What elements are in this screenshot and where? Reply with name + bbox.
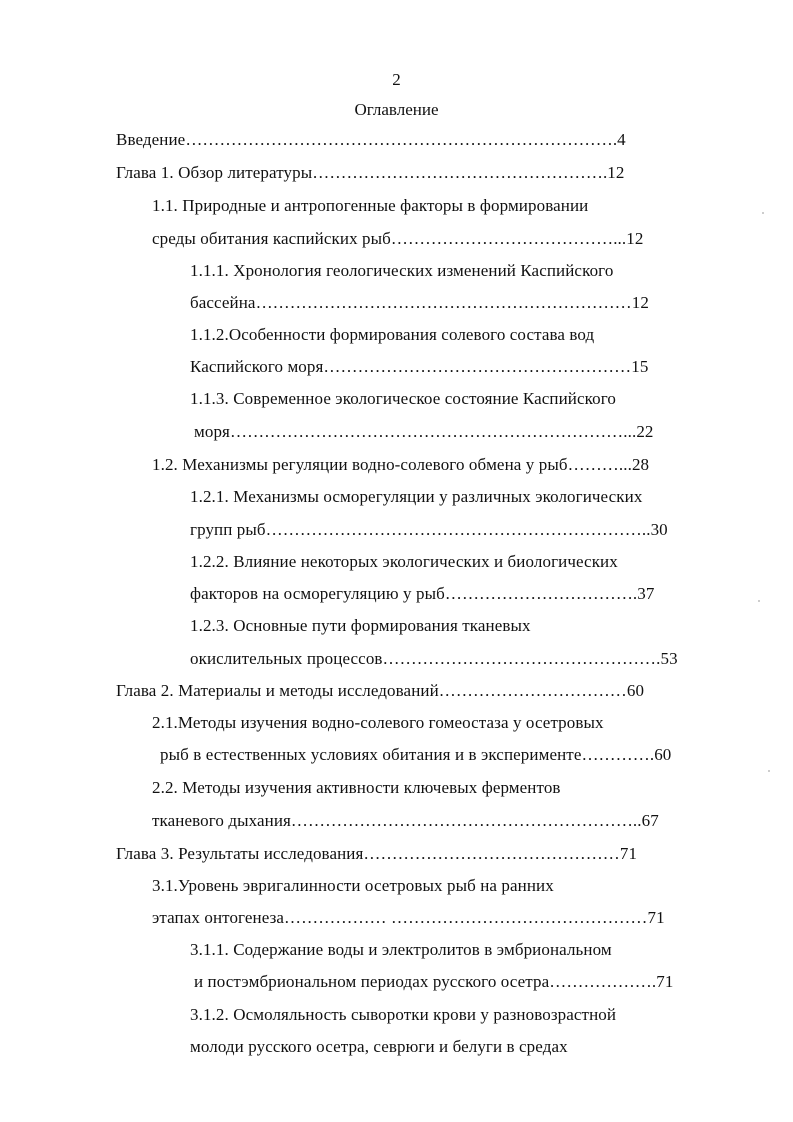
toc-entry-1-2-3-line-1: 1.2.3. Основные пути формирования тканевых [190,616,531,635]
toc-entry-1-2-1-line-2: групп рыб…………………………………………………………..30 [190,520,668,539]
toc-entry-1-1-1-line-2: бассейна…………………………………………………………12 [190,293,649,312]
toc-entry-2-2-line-1: 2.2. Методы изучения активности ключевых ферментов [152,778,561,797]
toc-entry-1-1-2-line-1: 1.1.2.Особенности формирования солевого состава вод [190,325,595,344]
toc-entry-2-1-line-1: 2.1.Методы изучения водно-солевого гомеостаза у осетровых [152,713,604,732]
scan-speck [762,212,764,214]
page-number: 2 [392,70,401,89]
toc-entry-3-1-line-1: 3.1.Уровень эвригалинности осетровых рыб на ранних [152,876,554,895]
toc-entry-1-1-1-line-1: 1.1.1. Хронология геологических изменений Каспийского [190,261,614,280]
scan-speck [758,600,760,602]
toc-entry-introduction: Введение………………………………………………………………….4 [116,130,626,149]
toc-entry-1-1-3-line-1: 1.1.3. Современное экологическое состояние Каспийского [190,389,616,408]
toc-entry-1-1-3-line-2: моря……………………………………………………………...22 [194,422,654,441]
toc-entry-1-1-line-2: среды обитания каспийских рыб…………………………………...12 [152,229,644,248]
toc-entry-2-1-line-2: рыб в естественных условиях обитания и в эксперименте………….60 [160,745,672,764]
toc-entry-chapter-3: Глава 3. Результаты исследования………………………………………71 [116,844,638,863]
toc-entry-1-1-2-line-2: Каспийского моря………………………………………………15 [190,357,649,376]
toc-entry-3-1-1-line-1: 3.1.1. Содержание воды и электролитов в эмбриональном [190,940,612,959]
toc-entry-3-1-2-line-1: 3.1.2. Осмоляльность сыворотки крови у разновозрастной [190,1005,617,1024]
toc-entry-1-2-2-line-1: 1.2.2. Влияние некоторых экологических и биологических [190,552,618,571]
toc-entry-3-1-2-line-2: молоди русского осетра, севрюги и белуги в средах [190,1037,568,1056]
toc-entry-1-2-3-line-2: окислительных процессов………………………………………….53 [190,649,678,668]
toc-entry-1-2-1-line-1: 1.2.1. Механизмы осморегуляции у различных экологических [190,487,643,506]
toc-entry-3-1-1-line-2: и постэмбриональном периодах русского осетра……………….71 [194,972,674,991]
scan-speck [768,770,770,772]
toc-entry-1-2-2-line-2: факторов на осморегуляцию у рыб…………………………….37 [190,584,655,603]
toc-entry-chapter-1: Глава 1. Обзор литературы…………………………………………….12 [116,163,625,182]
toc-entry-1-2: 1.2. Механизмы регуляции водно-солевого обмена у рыб………...28 [152,455,650,474]
toc-entry-3-1-line-2: этапах онтогенеза……………… ………………………………………71 [152,908,665,927]
toc-entry-2-2-line-2: тканевого дыхания……………………………………………………..67 [152,811,659,830]
toc-entry-chapter-2: Глава 2. Материалы и методы исследований……………………………60 [116,681,645,700]
toc-entry-1-1-line-1: 1.1. Природные и антропогенные факторы в формировании [152,196,589,215]
toc-title: Оглавление [354,100,439,119]
